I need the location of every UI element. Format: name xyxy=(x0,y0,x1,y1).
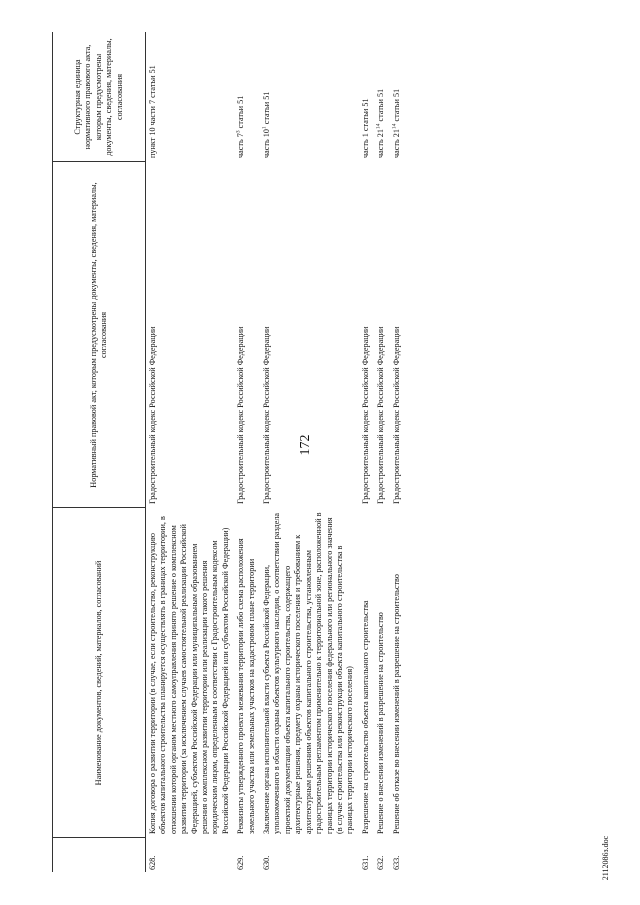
rotated-table-container xyxy=(52,32,592,872)
table-row xyxy=(390,32,405,872)
row-structural-unit xyxy=(146,32,235,162)
row-structural-unit xyxy=(260,32,359,162)
unit-suffix: статьи 51 xyxy=(262,91,272,127)
table-header-row xyxy=(53,32,146,872)
row-number: 628. xyxy=(148,855,157,870)
row-document-name: Решение о внесении изменений в разрешение на строительство xyxy=(376,612,386,834)
table-row xyxy=(260,32,359,872)
unit-superscript: 14 xyxy=(375,123,382,130)
row-number: 633. xyxy=(391,855,401,870)
table-row xyxy=(374,32,389,872)
row-legal-act: Градостроительный кодекс Российской Федерации xyxy=(391,326,401,504)
row-legal-act: Градостроительный кодекс Российской Федерации xyxy=(236,326,246,504)
unit-superscript: 14 xyxy=(390,123,397,130)
unit-suffix: статьи 51 xyxy=(391,88,401,124)
row-document-name: Разрешение на строительство объекта капитального строительства xyxy=(360,600,370,834)
row-document-name: Заключение органа исполнительной власти субъекта Российской Федерации, уполномоченного в области охраны объектов культурного наследия, о соответствии раздела проектной документации объекта капитального строительства, содержащего архитектурные решения, предмету охраны исторического поселения и требованиям к архитектурным решениям объектов капитального строительства, установленным градостроительным регламентом применительно к территориальной зоне, расположенной в границах территории исторического поселения федерального или регионального значения (в случае строительства или реконструкции объекта капитального строительства в границах территории исторического поселения) xyxy=(262,512,355,834)
row-document-name: Решение об отказе во внесении изменений в разрешение на строительство xyxy=(391,574,401,834)
unit-text: часть 21 xyxy=(391,129,401,158)
row-document-name: Реквизиты утвержденного проекта межевания территории либо схема расположения земельного участка или земельных участков на кадастровом плане территории xyxy=(236,538,256,834)
unit-superscript: 1 xyxy=(261,126,268,130)
row-legal-act: Градостроительный кодекс Российской Федерации xyxy=(148,326,157,504)
table-row xyxy=(359,32,374,872)
header-unit: Структурная единица нормативного правового акта, которым предусмотрены документы, сведения, материалы, согласования xyxy=(53,32,146,162)
page-number: 172 xyxy=(298,434,313,456)
unit-suffix: статьи 51 xyxy=(376,88,386,124)
unit-text: часть 10 xyxy=(262,129,272,158)
documents-table xyxy=(52,32,405,872)
row-structural-unit xyxy=(359,32,374,162)
row-legal-act: Градостроительный кодекс Российской Федерации xyxy=(360,326,370,504)
unit-suffix: статьи 51 xyxy=(236,95,246,131)
table-row xyxy=(234,32,260,872)
row-number: 631. xyxy=(360,855,370,870)
row-structural-unit xyxy=(234,32,260,162)
unit-text: пункт 10 части 7 статьи 51 xyxy=(148,65,157,158)
header-act: Нормативный правовой акт, которым предусмотрены документы, сведения, материалы, согласования xyxy=(53,162,146,508)
row-legal-act: Градостроительный кодекс Российской Федерации xyxy=(262,326,272,504)
row-number: 629. xyxy=(236,855,246,870)
unit-text: часть 7 xyxy=(236,133,246,158)
table-row xyxy=(146,32,235,872)
document-table-frame xyxy=(52,32,592,872)
unit-superscript: 3 xyxy=(235,130,242,134)
row-structural-unit xyxy=(390,32,405,162)
unit-text: часть 21 xyxy=(376,129,386,158)
row-number: 632. xyxy=(376,855,386,870)
row-legal-act: Градостроительный кодекс Российской Федерации xyxy=(376,326,386,504)
row-structural-unit xyxy=(374,32,389,162)
row-number: 630. xyxy=(262,855,272,870)
row-document-name: Копия договора о развитии территории (в случае, если строительство, реконструкцию объектов капитального строительства планируется осуществлять в границах территории, в отношении которой органом местного самоуправления принято решение о комплексном развитии территории (за исключением случаев самостоятельной реализации Российской Федерацией, субъектом Российской Федерации или муниципальным образованием решения о комплексном развитии территории или реализации такого решения юридическим лицом, определенным в соответствии с Градостроительным кодексом Российской Федерации Российской Федерацией или субъектом Российской Федерации) xyxy=(148,516,230,834)
document-file-id: 2112086з.doc xyxy=(601,835,610,881)
unit-text: часть 1 статьи 51 xyxy=(360,98,370,158)
header-name: Наименование документов, сведений, материалов, согласований xyxy=(53,508,146,838)
header-number xyxy=(53,838,146,872)
